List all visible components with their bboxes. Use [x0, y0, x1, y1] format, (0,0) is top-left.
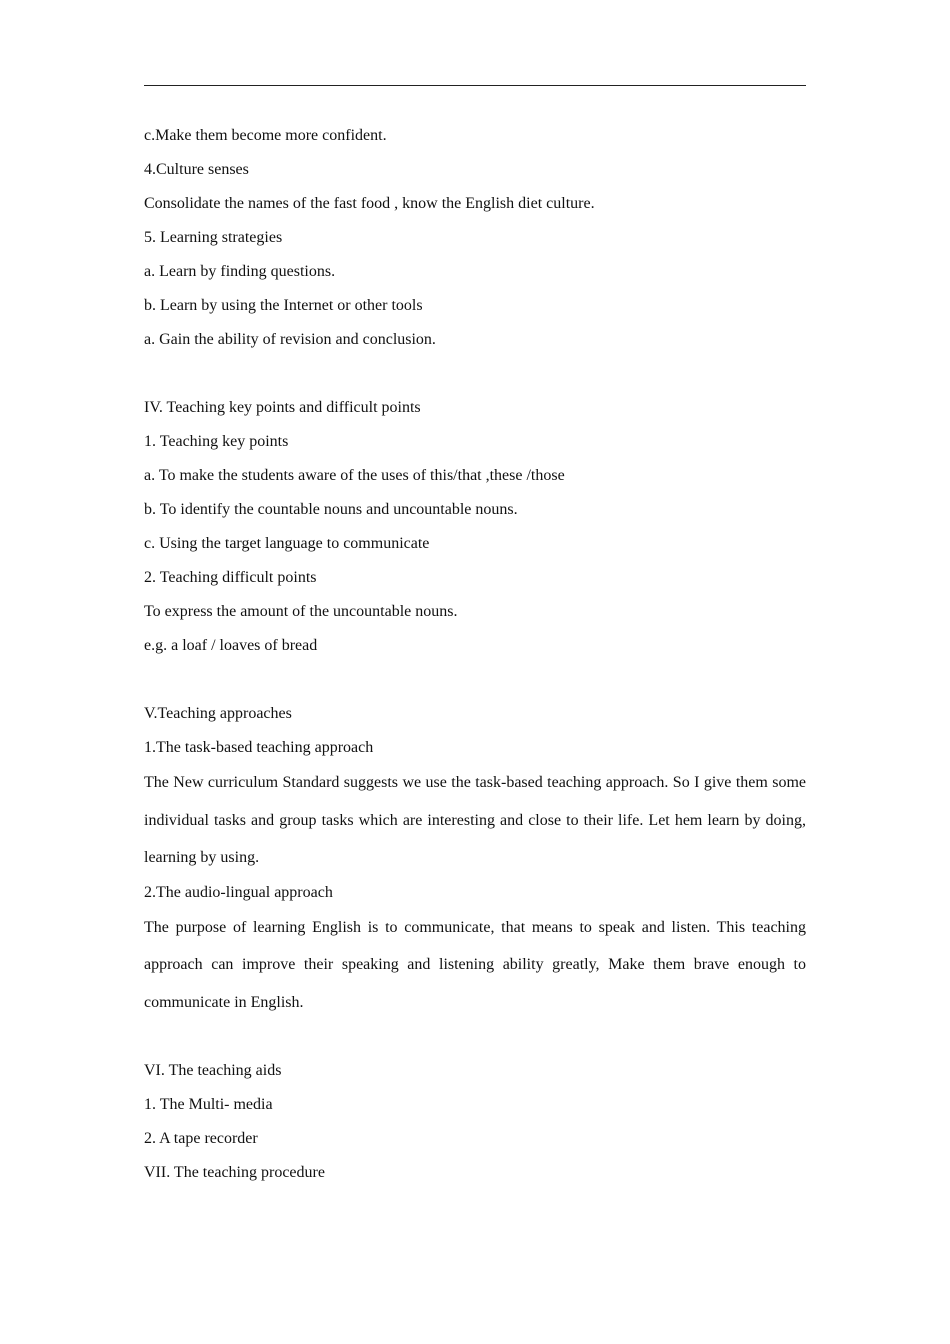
- list-item: b. Learn by using the Internet or other tools: [144, 297, 423, 314]
- section-heading: VII. The teaching procedure: [144, 1164, 325, 1181]
- section-heading: V.Teaching approaches: [144, 705, 292, 722]
- list-item: a. Learn by finding questions.: [144, 263, 336, 280]
- list-item: 2. A tape recorder: [144, 1130, 258, 1147]
- section-heading: VI. The teaching aids: [144, 1062, 282, 1079]
- page-content: [144, 119, 806, 1190]
- header-rule: [144, 85, 806, 86]
- section-heading: 4.Culture senses: [144, 161, 249, 178]
- subsection-heading: 2.The audio-lingual approach: [144, 883, 333, 901]
- text-line: e.g. a loaf / loaves of bread: [144, 637, 318, 654]
- blank-line: [144, 357, 806, 391]
- text-line: To express the amount of the uncountable nouns.: [144, 603, 458, 620]
- paragraph: The New curriculum Standard suggests we use the task-based teaching approach. So I give them some individual tasks and group tasks which are interesting and close to their life. Let hem learn by doing, learning by using.: [144, 774, 806, 866]
- section-heading: 5. Learning strategies: [144, 229, 283, 246]
- list-item: a. To make the students aware of the uses of this/that ,these /those: [144, 467, 565, 484]
- subsection-heading: 1. Teaching key points: [144, 433, 289, 450]
- blank-line: [144, 1020, 806, 1054]
- list-item: a. Gain the ability of revision and conclusion.: [144, 331, 436, 348]
- list-item: c. Using the target language to communicate: [144, 535, 430, 552]
- subsection-heading: 2. Teaching difficult points: [144, 569, 317, 586]
- text-line: Consolidate the names of the fast food , know the English diet culture.: [144, 195, 595, 212]
- list-item: b. To identify the countable nouns and uncountable nouns.: [144, 501, 518, 518]
- paragraph: The purpose of learning English is to communicate, that means to speak and listen. This teaching approach can improve their speaking and listening ability greatly, Make them brave enough to communicate in English.: [144, 918, 806, 1011]
- section-heading: IV. Teaching key points and difficult points: [144, 399, 421, 416]
- list-item: 1. The Multi- media: [144, 1096, 273, 1113]
- subsection-heading: 1.The task-based teaching approach: [144, 739, 374, 756]
- text-line: c.Make them become more confident.: [144, 127, 387, 144]
- blank-line: [144, 663, 806, 697]
